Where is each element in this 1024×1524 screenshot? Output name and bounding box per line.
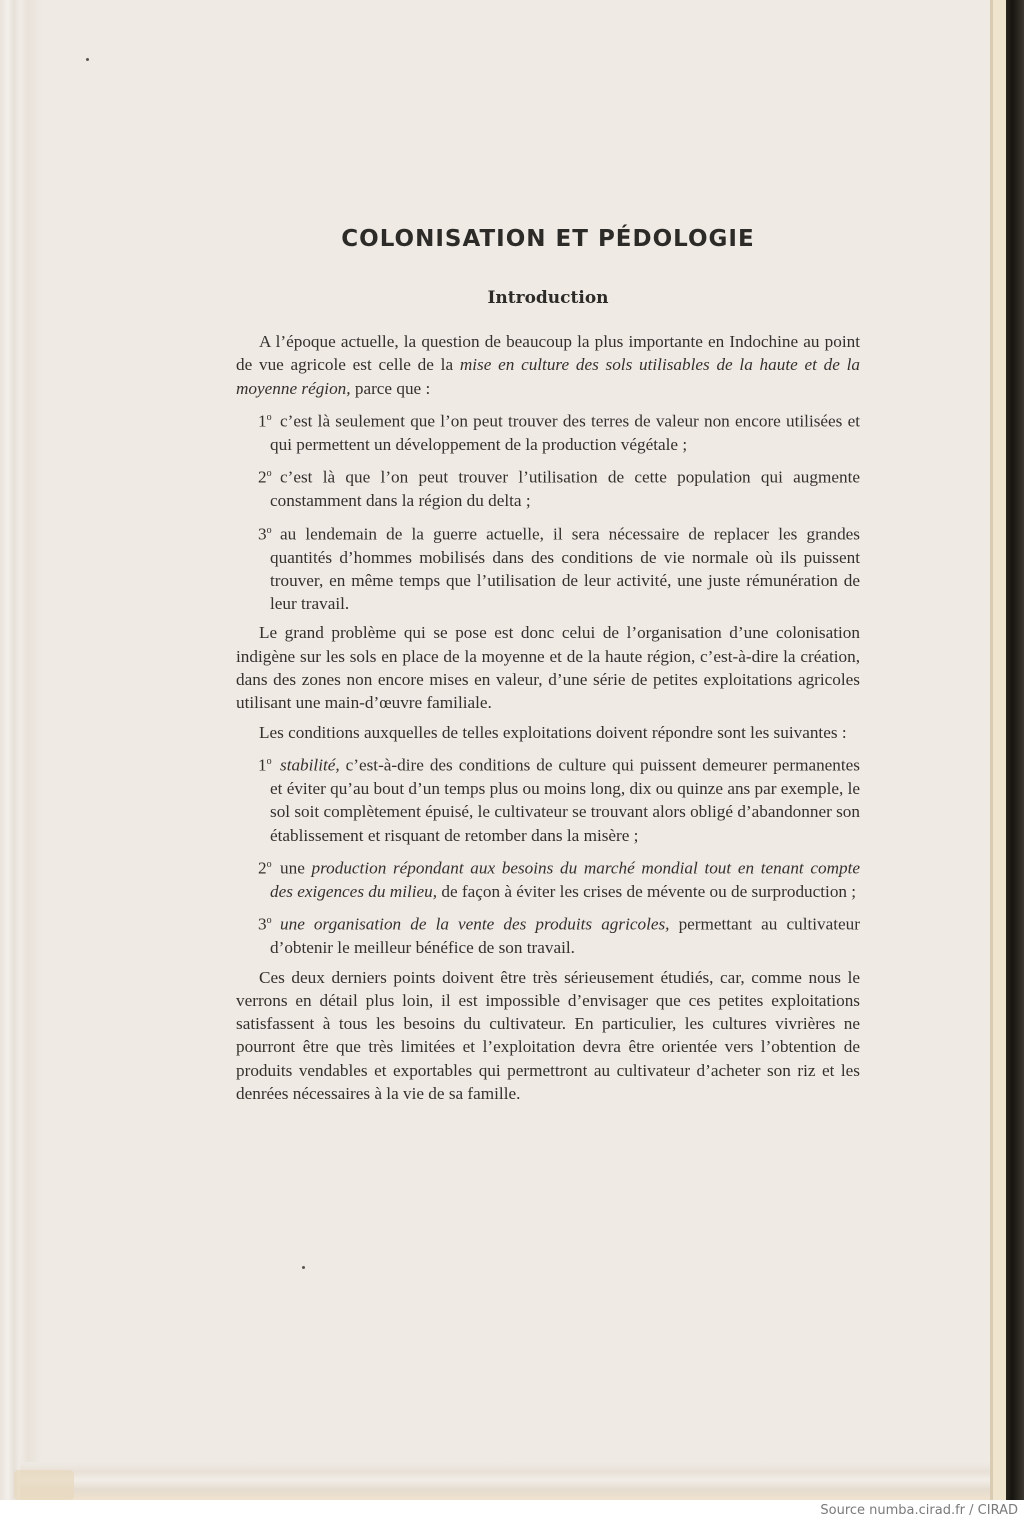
list-item: 3$^o$ une organisation de la vente des produits agricoles, permettant au cultivateur d’obtenir le meilleur bénéfice de son travail.	[258, 914, 860, 958]
page-title: COLONISATION ET PÉDOLOGIE	[341, 226, 755, 252]
page-stack-bottom-edge	[20, 1462, 990, 1500]
paragraph-conditions: Les conditions auxquelles de telles exploitations doivent répondre sont les suivantes :	[259, 722, 847, 742]
paragraph-conclusion: Ces deux derniers points doivent être très sérieusement étudiés, car, comme nous le verrons en détail plus loin, il est impossible d’envisager que ces petites exploitations satisfassent à tous les besoins du cultivateur. En particulier, les cultures vivrières ne pourront être que très limitées et l’exploitation devra être orientée vers l’obtention de produits vendables et exportables qui permettront au cultivateur d’acheter son riz et les denrées nécessaires à la vie de sa famille.	[236, 967, 860, 1104]
paper-stain	[14, 1470, 74, 1500]
list-item: 1$^o$ c’est là seulement que l’on peut trouver des terres de valeur non encore utilisées et qui permettent un développement de la production végétale ;	[258, 411, 860, 454]
paragraph-problem: Le grand problème qui se pose est donc celui de l’organisation d’une colonisation indigène sur les sols en place de la moyenne et de la haute région, c’est-à-dire la création, dans des zones non encore mises en valeur, d’une série de petites exploitations agricoles utilisant une main-d’œuvre familiale.	[236, 623, 860, 713]
paper-speck	[86, 58, 89, 61]
page-stack-left-edge	[0, 0, 42, 1500]
paper-speck	[302, 1266, 305, 1269]
source-credit: Source numba.cirad.fr / CIRAD	[820, 1503, 1018, 1518]
list-item: 2$^o$ c’est là que l’on peut trouver l’utilisation de cette population qui augmente constamment dans la région du delta ;	[258, 467, 860, 511]
section-heading: Introduction	[487, 288, 609, 308]
body-text	[236, 330, 860, 1111]
list-item: 3$^o$ au lendemain de la guerre actuelle, il sera nécessaire de replacer les grandes quantités d’hommes mobilisés dans des conditions de vie normale où ils puissent trouver, en même temps que l’utilisation de leur activité, une juste rémunération de leur travail.	[258, 524, 860, 614]
list-item: 1$^o$ stabilité, c’est-à-dire des conditions de culture qui puissent demeurer permanentes et éviter qu’au bout d’un temps plus ou moins long, dix ou quinze ans par exemple, le sol soit complètement épuisé, le cultivateur se trouvant alors obligé d’abandonner son établissement et risquant de retomber dans la misère ;	[258, 755, 860, 845]
book-binding-shadow	[1006, 0, 1024, 1500]
paragraph-intro: A l’époque actuelle, la question de beaucoup la plus importante en Indochine au point de vue agricole est celle de la mise en culture des sols utilisables de la haute et de la moyenne région, parce que :	[236, 332, 860, 398]
list-item: 2$^o$ une production répondant aux besoins du marché mondial tout en tenant compte des exigences du milieu, de façon à éviter les crises de mévente ou de surproduction ;	[258, 858, 861, 901]
